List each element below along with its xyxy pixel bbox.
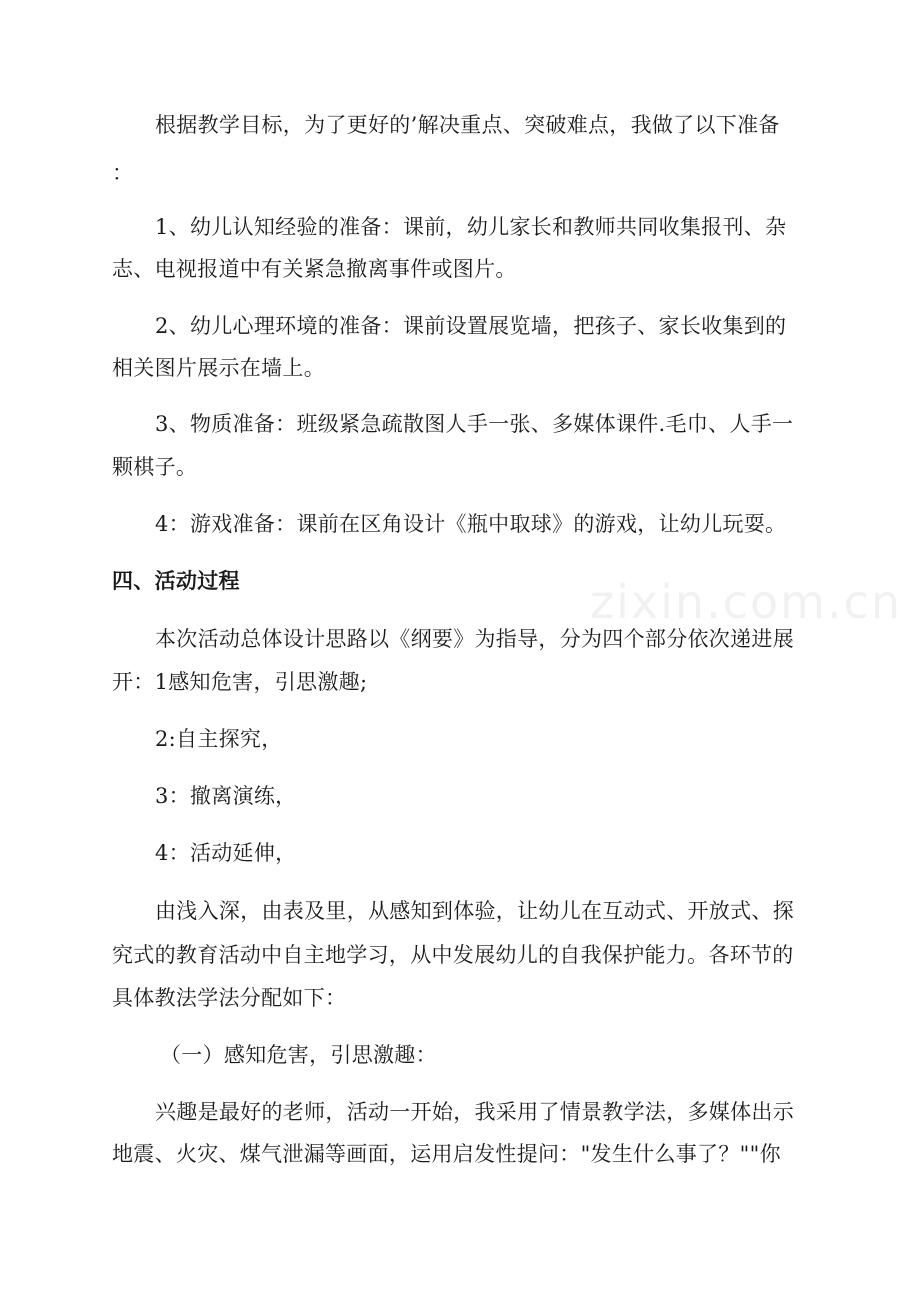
paragraph-line: 由浅入深，由表及里，从感知到体验，让幼儿在互动式、开放式、探 bbox=[155, 899, 794, 923]
subsection-heading: （一）感知危害，引思激趣： bbox=[160, 1043, 437, 1067]
section-heading: 四、活动过程 bbox=[112, 569, 240, 593]
paragraph-line: 志、电视报道中有关紧急撤离事件或图片。 bbox=[112, 257, 517, 281]
paragraph-line: 颗棋子。 bbox=[112, 455, 198, 479]
paragraph-line: 2:自主探究， bbox=[155, 727, 283, 751]
paragraph-line: 2、幼儿心理环境的准备：课前设置展览墙，把孩子、家长收集到的 bbox=[155, 314, 787, 338]
paragraph-line: ： bbox=[112, 161, 134, 185]
paragraph-line: 本次活动总体设计思路以《纲要》为指导，分为四个部分依次递进展 bbox=[155, 627, 794, 651]
paragraph-line: 4：活动延伸， bbox=[155, 841, 297, 865]
paragraph-line: 4：游戏准备：课前在区角设计《瓶中取球》的游戏，让幼儿玩耍。 bbox=[155, 512, 787, 536]
paragraph-line: 地震、火灾、煤气泄漏等画面，运用启发性提问："发生什么事了？""你 bbox=[112, 1142, 781, 1166]
paragraph-line: 3、物质准备：班级紧急疏散图人手一张、多媒体课件.毛巾、人手一 bbox=[155, 412, 794, 436]
paragraph-line: 根据教学目标，为了更好的’解决重点、突破难点，我做了以下准备 bbox=[155, 113, 780, 137]
paragraph-line: 相关图片展示在墙上。 bbox=[112, 356, 325, 380]
paragraph-line: 兴趣是最好的老师，活动一开始，我采用了情景教学法，多媒体出示 bbox=[155, 1100, 794, 1124]
paragraph-line: 具体教法学法分配如下： bbox=[112, 986, 347, 1010]
paragraph-line: 1、幼儿认知经验的准备：课前，幼儿家长和教师共同收集报刊、杂 bbox=[155, 215, 787, 239]
watermark: zixin.com.cn bbox=[590, 575, 903, 629]
paragraph-line: 究式的教育活动中自主地学习，从中发展幼儿的自我保护能力。各环节的 bbox=[112, 943, 794, 967]
paragraph-line: 3：撤离演练， bbox=[155, 784, 297, 808]
paragraph-line: 开：1感知危害，引思激趣; bbox=[112, 670, 368, 694]
